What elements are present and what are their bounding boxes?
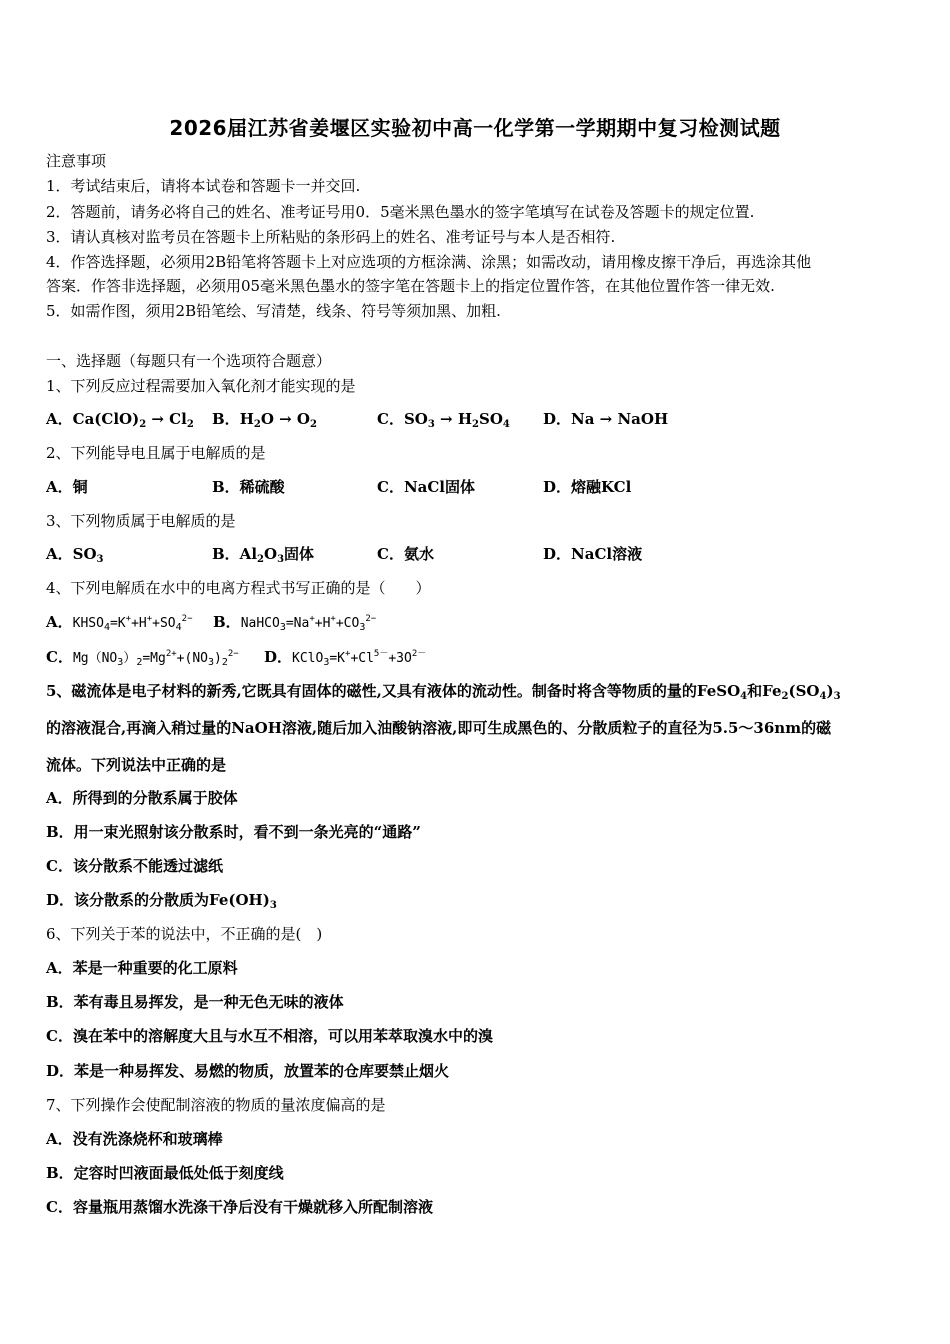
question-7-option-a: A．没有洗涤烧杯和玻璃棒	[46, 1130, 223, 1148]
question-4-stem: 4、下列电解质在水中的电离方程式书写正确的是（ ）	[46, 579, 431, 597]
question-6-option-c: C．溴在苯中的溶解度大且与水互不相溶，可以用苯萃取溴水中的溴	[46, 1027, 493, 1045]
question-7-stem: 7、下列操作会使配制溶液的物质的量浓度偏高的是	[46, 1096, 386, 1114]
question-7-option-b: B．定容时凹液面最低处低于刻度线	[46, 1164, 284, 1182]
question-4-option-c: C．$Mg(NO_3)_2=Mg^{2+}+(NO_3)_2^{2-}$	[46, 648, 239, 668]
question-5-stem-line-3: 流体。下列说法中正确的是	[46, 756, 227, 774]
question-6-option-b: B．苯有毒且易挥发，是一种无色无味的液体	[46, 993, 344, 1011]
question-5-option-c: C．该分散系不能透过滤纸	[46, 857, 223, 875]
question-3-stem: 3、下列物质属于电解质的是	[46, 512, 236, 530]
question-2-option-a: A．铜	[46, 478, 88, 496]
notice-item-2: 2．答题前，请务必将自己的姓名、准考证号用0．5毫米黑色墨水的签字笔填写在试卷及答题卡的规定位置.	[46, 203, 755, 221]
question-2-option-c: C．NaCl固体	[377, 478, 476, 496]
question-2-stem: 2、下列能导电且属于电解质的是	[46, 444, 266, 462]
question-5-stem-line-1: 5、磁流体是电子材料的新秀,它既具有固体的磁性,又具有液体的流动性。制备时将含等物质的量的FeSO$_4$和$Fe_2(SO_4)_3$	[46, 682, 841, 702]
question-3-option-a: A．$SO_3$	[46, 545, 104, 565]
question-4-option-a: A．$KHSO_4=K^++H^++SO_4^{2-}$	[46, 613, 193, 633]
question-5-option-a: A．所得到的分散系属于胶体	[46, 789, 238, 807]
notice-item-5: 5．如需作图，须用2B铅笔绘、写清楚，线条、符号等须加黑、加粗.	[46, 302, 501, 320]
section-heading: 一、选择题（每题只有一个选项符合题意）	[46, 352, 332, 370]
notice-item-4-cont: 答案．作答非选择题，必须用05毫米黑色墨水的签字笔在答题卡上的指定位置作答，在其他位置作答一律无效.	[46, 277, 775, 295]
question-5-option-d: D．该分散系的分散质为$Fe(OH)_3$	[46, 891, 277, 911]
notice-item-4: 4．作答选择题，必须用2B铅笔将答题卡上对应选项的方框涂满、涂黑；如需改动，请用橡皮擦干净后，再选涂其他	[46, 253, 812, 271]
question-7-option-c: C．容量瓶用蒸馏水洗涤干净后没有干燥就移入所配制溶液	[46, 1198, 433, 1216]
question-1-option-c: C．$SO_3 \to H_2SO_4$	[377, 410, 510, 430]
question-6-option-d: D．苯是一种易挥发、易燃的物质，放置苯的仓库要禁止烟火	[46, 1062, 450, 1080]
notice-heading: 注意事项	[46, 152, 107, 170]
question-1-option-a: A．$Ca(ClO)_2 \to Cl_2$	[46, 410, 194, 430]
question-5-stem-line-2: 的溶液混合,再滴入稍过量的NaOH溶液,随后加入油酸钠溶液,即可生成黑色的、分散质粒子的直径为5.5～36nm的磁	[46, 719, 832, 737]
question-3-option-b: B．$Al_2O_3$固体	[212, 545, 315, 565]
question-3-option-d: D．NaCl溶液	[543, 545, 643, 563]
question-6-option-a: A．苯是一种重要的化工原料	[46, 959, 238, 977]
question-1-option-b: B．$H_2O \to O_2$	[212, 410, 317, 430]
question-3-option-c: C．氨水	[377, 545, 434, 563]
question-4-option-d: D．$KClO_3=K^++Cl^{5-}+3O^{2-}$	[264, 648, 427, 668]
notice-item-1: 1．考试结束后，请将本试卷和答题卡一并交回.	[46, 177, 361, 195]
question-2-option-d: D．熔融KCl	[543, 478, 632, 496]
page-title: 2026届江苏省姜堰区实验初中高一化学第一学期期中复习检测试题	[169, 116, 781, 140]
notice-item-3: 3．请认真核对监考员在答题卡上所粘贴的条形码上的姓名、准考证号与本人是否相符.	[46, 228, 616, 246]
question-1-stem: 1、下列反应过程需要加入氧化剂才能实现的是	[46, 377, 356, 395]
question-5-option-b: B．用一束光照射该分散系时，看不到一条光亮的“通路”	[46, 823, 421, 841]
question-1-option-d: D．Na → NaOH	[543, 410, 669, 428]
question-2-option-b: B．稀硫酸	[212, 478, 285, 496]
question-6-stem: 6、下列关于苯的说法中，不正确的是( )	[46, 925, 323, 943]
question-4-option-b: B．$NaHCO_3=Na^++H^++CO_3^{2-}$	[213, 613, 377, 633]
